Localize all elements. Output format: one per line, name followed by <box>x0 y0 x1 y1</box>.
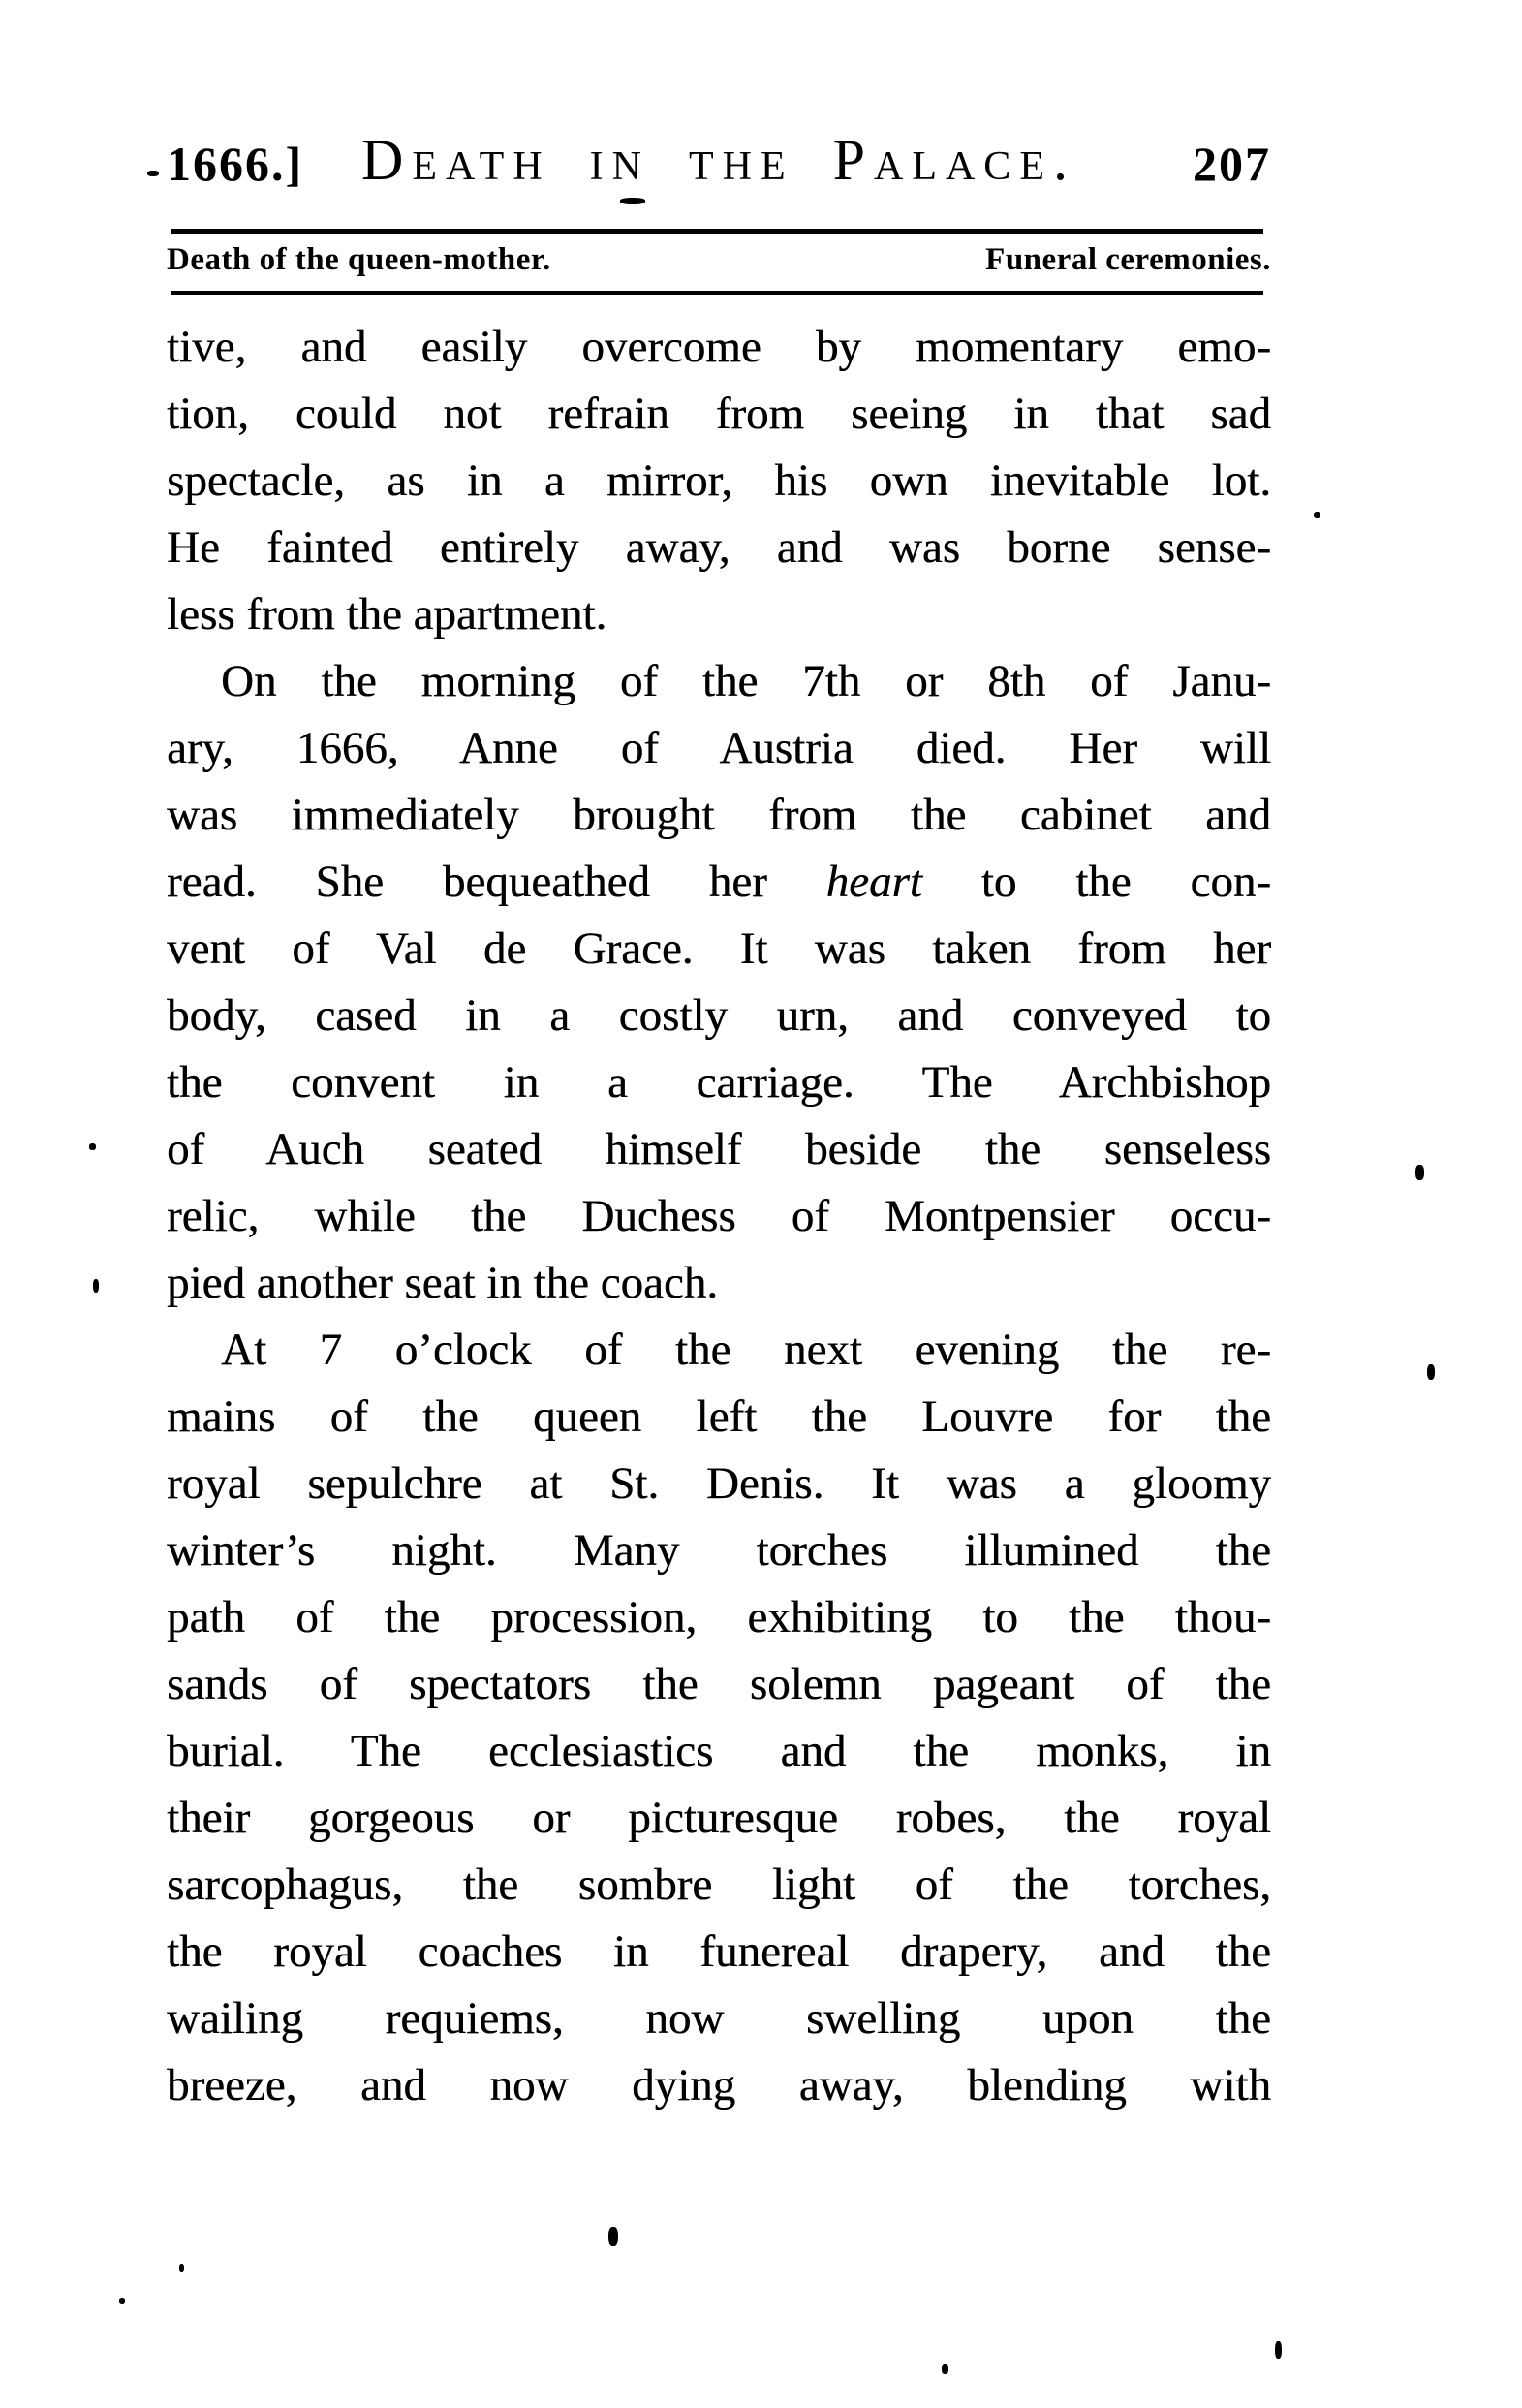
text-line: body, cased in a costly urn, and conveyed to <box>167 990 1271 1041</box>
header-year-label: 1666.] <box>167 137 304 191</box>
head-rule-bottom <box>171 291 1263 295</box>
paragraph <box>167 1317 1271 2119</box>
head-rule-top <box>171 229 1263 234</box>
text-line: burial. The ecclesiastics and the monks, in <box>167 1726 1271 1776</box>
body-text <box>167 314 1271 2119</box>
page-header <box>167 128 1271 194</box>
scan-speck <box>608 2227 618 2246</box>
text-line: read. She bequeathed her heart to the con- <box>167 857 1271 907</box>
text-line: breeze, and now dying away, blending with <box>167 2060 1271 2111</box>
running-head-left: Death of the queen-mother. <box>167 242 551 277</box>
scan-speck <box>1314 512 1320 518</box>
text-line: vent of Val de Grace. It was taken from her <box>167 923 1271 974</box>
text-line: sands of spectators the solemn pageant of the <box>167 1659 1271 1709</box>
text-line: relic, while the Duchess of Montpensier occu- <box>167 1191 1271 1241</box>
page-title: Death in the Palace. <box>361 128 1076 192</box>
text-line: wailing requiems, now swelling upon the <box>167 1993 1271 2044</box>
text-line: the convent in a carriage. The Archbishop <box>167 1057 1271 1108</box>
scan-speck <box>1275 2341 1282 2359</box>
text-line: the royal coaches in funereal drapery, and the <box>167 1926 1271 1977</box>
scan-speck <box>89 1143 96 1150</box>
text-line: winter’s night. Many torches illumined the <box>167 1525 1271 1576</box>
running-heads <box>167 242 1271 278</box>
text-line: spectacle, as in a mirror, his own inevitable lot. <box>167 455 1271 506</box>
text-line: was immediately brought from the cabinet and <box>167 790 1271 840</box>
text-line: tion, could not refrain from seeing in that sad <box>167 389 1271 439</box>
scan-speck <box>93 1279 99 1293</box>
text-line: their gorgeous or picturesque robes, the royal <box>167 1793 1271 1843</box>
scan-speck <box>147 171 159 176</box>
text-line: royal sepulchre at St. Denis. It was a gloomy <box>167 1458 1271 1509</box>
scan-speck <box>942 2364 948 2374</box>
text-line: tive, and easily overcome by momentary emo- <box>167 322 1271 372</box>
scan-speck <box>179 2264 184 2272</box>
text-line: On the morning of the 7th or 8th of Janu- <box>221 656 1271 706</box>
text-line: mains of the queen left the Louvre for the <box>167 1392 1271 1442</box>
scan-speck <box>620 198 645 204</box>
text-line: less from the apartment. <box>167 589 607 640</box>
text-line: of Auch seated himself beside the senseless <box>167 1124 1271 1174</box>
scan-speck <box>1427 1364 1435 1380</box>
text-line: He fainted entirely away, and was borne sense- <box>167 522 1271 573</box>
text-line: path of the procession, exhibiting to the thou- <box>167 1592 1271 1642</box>
text-line: sarcophagus, the sombre light of the torches, <box>167 1860 1271 1910</box>
paragraph <box>167 314 1271 648</box>
text-line: pied another seat in the coach. <box>167 1258 718 1308</box>
text-line: At 7 o’clock of the next evening the re- <box>221 1325 1271 1375</box>
paragraph <box>167 648 1271 1317</box>
page-number: 207 <box>1193 137 1271 191</box>
scan-speck <box>1415 1165 1424 1180</box>
text-line: ary, 1666, Anne of Austria died. Her will <box>167 723 1271 773</box>
scan-speck <box>119 2298 125 2304</box>
running-head-right: Funeral ceremonies. <box>985 242 1271 277</box>
